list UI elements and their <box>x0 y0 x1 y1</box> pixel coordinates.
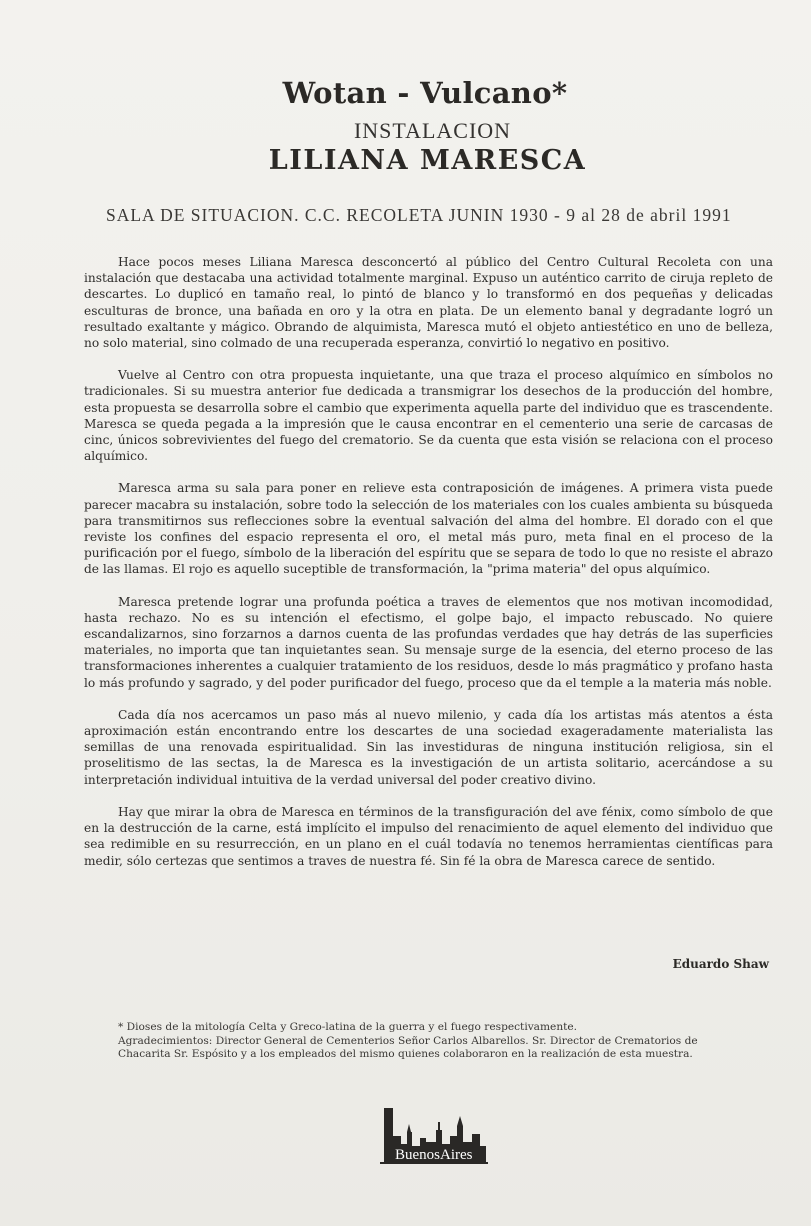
footnote: * Dioses de la mitología Celta y Greco-latina de la guerra y el fuego respectivamente. <box>118 1021 578 1033</box>
paragraph: Cada día nos acercamos un paso más al nuevo milenio, y cada día los artistas más atentos a ésta aproximación están encontrando entre los descartes de una sociedad exageradamente materialista las semillas de una renovada espiritualidad. Sin las investiduras de ninguna institución religiosa, sin el proselitismo de las sectas, la de Maresca es la investigación de un artista solitario, acercándose a su interpretación individual intuitiva de la verdad universal del poder creativo divino. <box>84 707 773 787</box>
buenos-aires-skyline-logo-icon <box>380 1106 488 1164</box>
logo-text: BuenosAires <box>395 1147 473 1163</box>
article-body <box>84 254 773 885</box>
footnotes <box>118 1021 743 1062</box>
document-subtitle: INSTALACION <box>353 118 512 143</box>
paragraph: Maresca arma su sala para poner en relieve esta contraposición de imágenes. A primera vista puede parecer macabra su instalación, sobre todo la selección de los materiales con los cuales ambienta su búsqueda para transmitirnos sus reflecciones sobre la eventual salvación del alma del hombre. El dorado con el que reviste los confines del espacio representa el oro, el metal más puro, meta final en el proceso de la purificación por el fuego, símbolo de la liberación del espíritu que se separa de todo lo que no resiste el abrazo de las llamas. El rojo es aquello suceptible de transformación, la "prima materia" del opus alquímico. <box>84 481 773 577</box>
venue-line: SALA DE SITUACION. C.C. RECOLETA JUNIN 1930 - 9 al 28 de abril 1991 <box>106 205 732 225</box>
author-signature: Eduardo Shaw <box>672 957 769 971</box>
acknowledgements: Agradecimientos: Director General de Cementerios Señor Carlos Albarellos. Sr. Director de Crematorios de Chacarita Sr. Espósito y a los empleados del mismo quienes colaboraron en la realización de esta muestra. <box>118 1034 698 1061</box>
paragraph: Maresca pretende lograr una profunda poética a traves de elementos que nos motivan incomodidad, hasta rechazo. No es su intención el efectismo, el golpe bajo, el impacto rebuscado. No quiere escandalizarnos, sino forzarnos a darnos cuenta de las profundas verdades que hay detrás de las superficies materiales, no importa que tan inquietantes sean. Su mensaje surge de la esencia, del eterno proceso de las transformaciones inherentes a cualquier tratamiento de los residuos, desde lo más pragmático y profano hasta lo más profundo y sagrado, y del poder purificador del fuego, proceso que da el temple a la materia más noble. <box>84 594 773 690</box>
document-title: Wotan - Vulcano* <box>282 76 568 110</box>
paragraph: Hace pocos meses Liliana Maresca desconcertó al público del Centro Cultural Recoleta con una instalación que destacaba una actividad totalmente marginal. Expuso un auténtico carrito de ciruja repleto de descartes. Lo duplicó en tamaño real, lo pintó de blanco y lo transformó en dos pequeñas y delicadas esculturas de bronce, una bañada en oro y la otra en plata. De un elemento banal y degradante logró un resultado exaltante y mágico. Obrando de alquimista, Maresca mutó el objeto antiestético en uno de belleza, no solo material, sino colmado de una recuperada esperanza, convirtió lo negativo en positivo. <box>84 255 773 351</box>
artist-name: LILIANA MARESCA <box>268 145 587 176</box>
paragraph: Vuelve al Centro con otra propuesta inquietante, una que traza el proceso alquímico en símbolos no tradicionales. Si su muestra anterior fue dedicada a transmigrar los desechos de la producción del hombre, esta propuesta se desarrolla sobre el cambio que experimenta aquella parte del individuo que es trascendente. Maresca se queda pegada a la impresión que le causa encontrar en el cementerio una serie de carcasas de cinc, únicos sobrevivientes del fuego del crematorio. Se da cuenta que esta visión se relaciona con el proceso alquímico. <box>84 368 773 464</box>
paragraph: Hay que mirar la obra de Maresca en términos de la transfiguración del ave fénix, como símbolo de que en la destrucción de la carne, está implícito el impulso del renacimiento de aquel elemento del individuo que sea redimible en su resurrección, en un plano en el cuál todavía no tenemos herramientas científicas para medir, sólo certezas que sentimos a traves de nuestra fé. Sin fé la obra de Maresca carece de sentido. <box>84 804 773 868</box>
